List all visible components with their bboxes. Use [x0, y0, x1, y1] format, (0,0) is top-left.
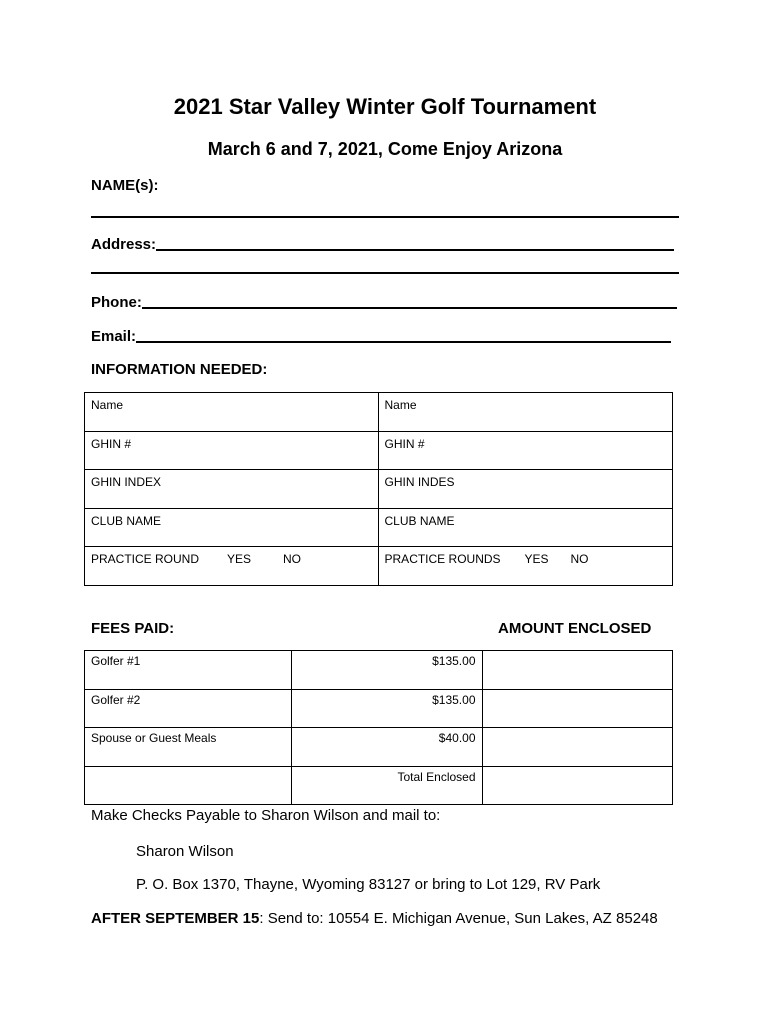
- address-label: Address:: [91, 236, 157, 253]
- golfer1-practice-round-cell[interactable]: [85, 547, 379, 586]
- fees-table: [84, 650, 673, 805]
- fee-item-cell: Golfer #2: [85, 689, 292, 728]
- information-needed-heading: INFORMATION NEEDED:: [91, 361, 268, 378]
- mail-recipient-address: P. O. Box 1370, Thayne, Wyoming 83127 or bring to Lot 129, RV Park: [136, 876, 601, 893]
- address-second-line[interactable]: [91, 272, 679, 274]
- golfer2-ghin-cell[interactable]: GHIN #: [378, 431, 672, 470]
- practice-round-label: PRACTICE ROUND: [91, 552, 200, 567]
- table-row: [85, 766, 673, 805]
- golfer-information-table: [84, 392, 673, 586]
- table-row: [85, 393, 673, 432]
- table-row: [85, 431, 673, 470]
- golfer2-practice-round-cell[interactable]: [378, 547, 672, 586]
- amount-enclosed-cell[interactable]: [482, 728, 673, 767]
- page-subtitle: March 6 and 7, 2021, Come Enjoy Arizona: [207, 139, 563, 159]
- table-row: [85, 508, 673, 547]
- mail-recipient-name: Sharon Wilson: [136, 843, 234, 860]
- page-title: 2021 Star Valley Winter Golf Tournament: [173, 94, 597, 119]
- fees-paid-heading: FEES PAID:: [91, 620, 175, 637]
- table-row: [85, 689, 673, 728]
- practice-rounds-label: PRACTICE ROUNDS: [384, 552, 501, 567]
- practice-no-option[interactable]: NO: [570, 552, 589, 567]
- practice-yes-option[interactable]: YES: [524, 552, 549, 567]
- fee-item-cell: [85, 766, 292, 805]
- address-field-line[interactable]: [156, 249, 674, 251]
- amount-enclosed-cell[interactable]: [482, 689, 673, 728]
- email-field-row: [91, 326, 671, 346]
- after-september-instructions: [91, 910, 658, 927]
- table-row: [85, 470, 673, 509]
- fee-price-cell: $40.00: [291, 728, 482, 767]
- phone-field-row: [91, 292, 677, 312]
- email-field-line[interactable]: [136, 341, 671, 343]
- phone-field-line[interactable]: [142, 307, 677, 309]
- fee-item-cell: Golfer #1: [85, 651, 292, 690]
- fee-item-cell: Spouse or Guest Meals: [85, 728, 292, 767]
- after-september-address: : Send to: 10554 E. Michigan Avenue, Sun Lakes, AZ 85248: [259, 910, 658, 927]
- golfer1-club-name-cell[interactable]: CLUB NAME: [85, 508, 379, 547]
- fee-price-cell: $135.00: [291, 689, 482, 728]
- golfer1-ghin-index-cell[interactable]: GHIN INDEX: [85, 470, 379, 509]
- amount-enclosed-heading: AMOUNT ENCLOSED: [498, 620, 652, 637]
- email-label: Email:: [91, 328, 137, 345]
- names-label: NAME(s):: [91, 177, 159, 194]
- total-enclosed-cell[interactable]: [482, 766, 673, 805]
- golfer2-ghin-index-cell[interactable]: GHIN INDES: [378, 470, 672, 509]
- phone-label: Phone:: [91, 294, 142, 311]
- golfer1-name-cell[interactable]: Name: [85, 393, 379, 432]
- practice-yes-option[interactable]: YES: [227, 552, 252, 567]
- total-enclosed-label: Total Enclosed: [291, 766, 482, 805]
- table-row: [85, 651, 673, 690]
- after-september-label: AFTER SEPTEMBER 15: [91, 910, 260, 927]
- golfer2-club-name-cell[interactable]: CLUB NAME: [378, 508, 672, 547]
- practice-no-option[interactable]: NO: [283, 552, 301, 567]
- table-row: [85, 547, 673, 586]
- golfer1-ghin-cell[interactable]: GHIN #: [85, 431, 379, 470]
- names-field-line[interactable]: [91, 216, 679, 218]
- payable-instructions: Make Checks Payable to Sharon Wilson and mail to:: [91, 807, 441, 824]
- fee-price-cell: $135.00: [291, 651, 482, 690]
- amount-enclosed-cell[interactable]: [482, 651, 673, 690]
- address-field-row: [91, 234, 674, 254]
- table-row: [85, 728, 673, 767]
- golfer2-name-cell[interactable]: Name: [378, 393, 672, 432]
